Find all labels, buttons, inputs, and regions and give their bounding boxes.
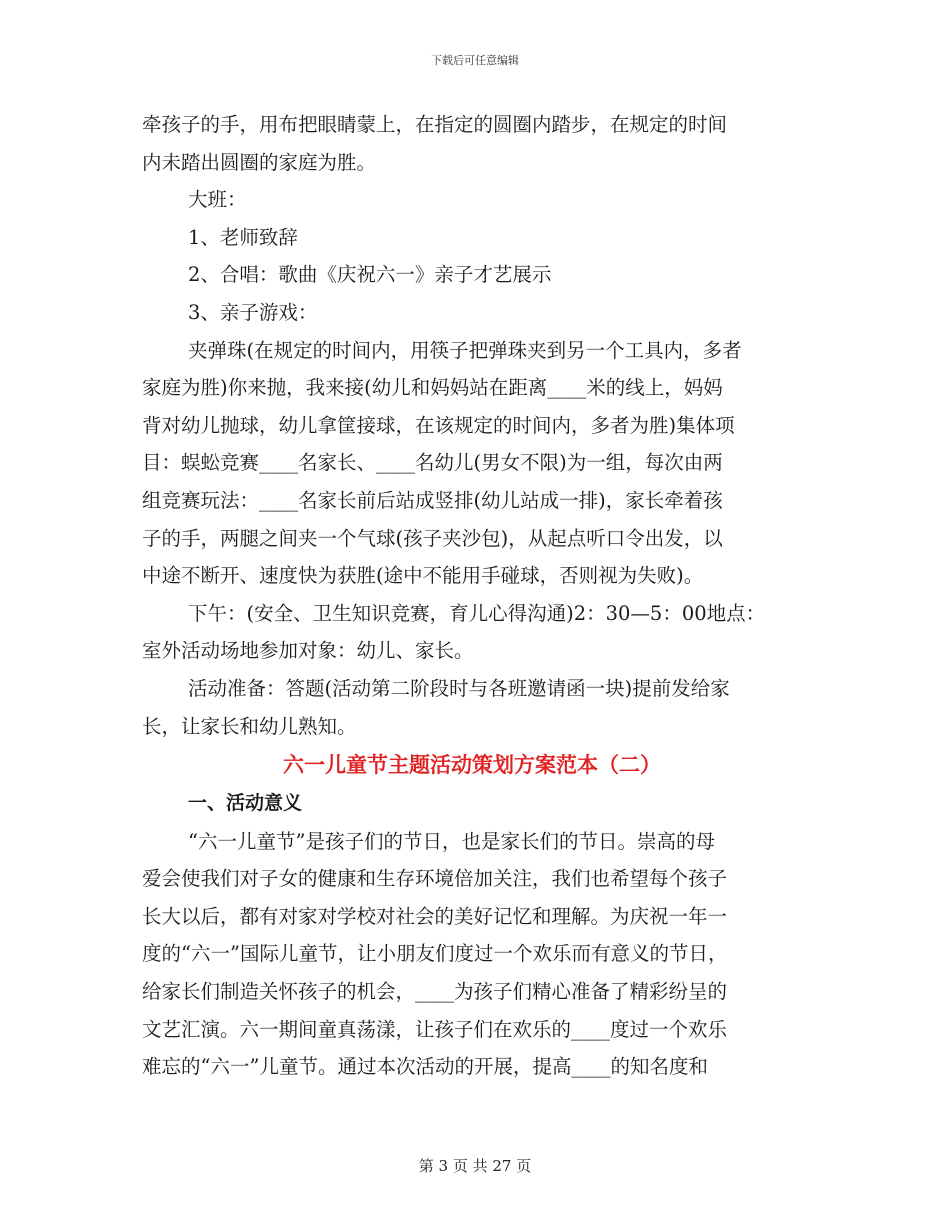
text-line: 子的手，两腿之间夹一个气球(孩子夹沙包)，从起点听口令出发，以 [142,526,723,550]
text-line: 给家长们制造关怀孩子的机会，____为孩子们精心准备了精彩纷呈的 [142,980,728,1004]
page-header-note: 下载后可任意编辑 [431,54,519,67]
text-line: 中途不断开、速度快为获胜(途中不能用手碰球，否则视为失败)。 [142,564,704,588]
text-line: 牵孩子的手，用布把眼睛蒙上，在指定的圆圈内踏步，在规定的时间 [142,113,728,136]
text-line: 难忘的“六一”儿童节。通过本次活动的开展，提高____的知名度和 [142,1055,708,1079]
text-line: 爱会使我们对子女的健康和生存环境倍加关注，我们也希望每个孩子 [142,867,728,891]
text-line: 长，让家长和幼儿熟知。 [142,714,357,738]
text-line: 背对幼儿抛球，幼儿拿筐接球，在该规定的时间内，多者为胜)集体项 [142,413,735,437]
text-line: 夹弹珠(在规定的时间内，用筷子把弹珠夹到另一个工具内，多者 [188,338,742,362]
text-line: “六一儿童节”是孩子们的节日，也是家长们的节日。崇高的母 [188,829,715,853]
list-item: 3、亲子游戏： [188,300,318,324]
section-title: 六一儿童节主题活动策划方案范本（二） [283,752,661,778]
text-line: 文艺汇演。六一期间童真荡漾，让孩子们在欢乐的____度过一个欢乐 [142,1017,728,1041]
text-line: 大班： [188,188,247,212]
page-number: 第 3 页 共 27 页 [418,1157,532,1175]
text-line: 下午：(安全、卫生知识竞赛，育儿心得沟通)2：30—5：00地点： [188,601,766,625]
text-line: 目：蜈蚣竞赛____名家长、____名幼儿(男女不限)为一组，每次由两 [142,451,723,475]
text-line: 活动准备：答题(活动第二阶段时与各班邀请函一块)提前发给家 [188,676,730,700]
list-item: 1、老师致辞 [188,225,298,249]
text-line: 长大以后，都有对家对学校对社会的美好记忆和理解。为庆祝一年一 [142,904,728,928]
text-line: 内未踏出圆圈的家庭为胜。 [142,150,377,174]
text-line: 组竞赛玩法：____名家长前后站成竖排(幼儿站成一排)，家长牵着孩 [142,488,723,512]
text-line: 家庭为胜)你来抛，我来接(幼儿和妈妈站在距离____米的线上，妈妈 [142,376,723,400]
document-body [142,106,802,1086]
text-line: 度的“六一”国际儿童节，让小朋友们度过一个欢乐而有意义的节日， [142,942,728,966]
text-line: 室外活动场地参加对象：幼儿、家长。 [142,639,474,663]
list-item: 2、合唱：歌曲《庆祝六一》亲子才艺展示 [188,263,552,287]
section-heading: 一、活动意义 [188,792,303,815]
